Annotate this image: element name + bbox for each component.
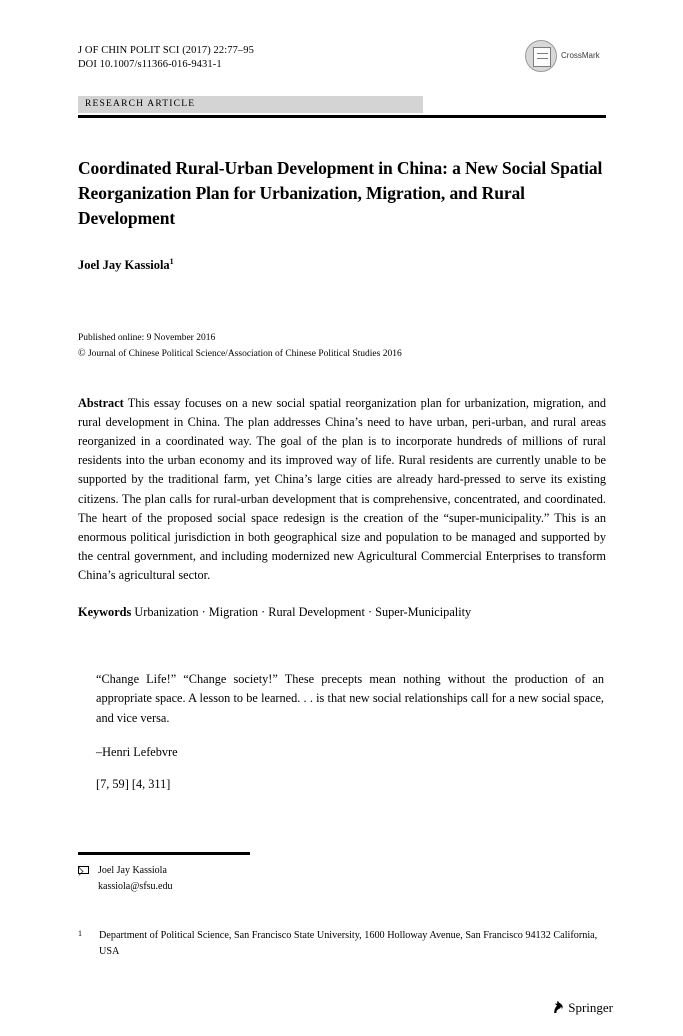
author-affiliation-marker: 1 [169,256,174,266]
abstract-section [78,394,606,586]
keywords-text: Urbanization · Migration · Rural Development · Super-Municipality [134,604,472,619]
author-list [78,257,606,273]
page-title: Coordinated Rural-Urban Development in China: a New Social Spatial Reorganization Plan for Urbanization, Migration, and Rural Development [78,157,603,228]
copyright-text: Journal of Chinese Political Science/Association of Chinese Political Studies 2016 [87,348,402,359]
header-divider [78,115,606,118]
publication-info [78,331,606,362]
author-name: Joel Jay Kassiola [78,257,170,272]
footnote-divider [78,852,250,855]
copyright-line [78,346,606,362]
abstract-text: This essay focuses on a new social spatial reorganization plan for urbanization, migration, and rural development in China. The plan addresses China’s need to have urban, peri-urban, and rural areas reorganized in a coordinated way. The goal of the plan is to incorporate hundreds of millions of rural residents into the urban economy and its improved way of life. Rural residents are currently unable to be supported by the traditional farm, yet China’s large cities are already hard-pressed to serve its existing citizens. The plan calls for rural-urban development that is comprehensive, concentrated, and coordinated. The heart of the proposed social space redesign is the creation of the “super-municipality.” This is an enormous political jurisdiction in both geographical size and population to be managed and supported by the central government, and including modernized new Agricultural Commercial Enterprises to transform China’s agricultural sector. [78,395,606,583]
journal-header [78,44,606,86]
springer-wordmark: Springer [568,1000,613,1015]
page-content [78,44,606,792]
abstract-label: Abstract [78,395,124,410]
corresponding-author-name: Joel Jay Kassiola [98,865,167,876]
article-type-banner [78,96,423,113]
affiliation-marker: 1 [78,929,82,938]
crossmark-icon [525,40,557,72]
epigraph-quote: “Change Life!” “Change society!” These precepts mean nothing without the production of an appropriate space. A lesson to be learned. . . is that new social relationships call for a new social space, and vice versa. [96,671,604,725]
corresponding-author-block [78,864,606,894]
crossmark-badge[interactable] [525,40,607,74]
journal-reference: J OF CHIN POLIT SCI (2017) 22:77–95 [78,45,254,56]
corresponding-author-email[interactable]: kassiola@sfsu.edu [98,880,173,892]
springer-horse-icon [552,1000,565,1014]
crossmark-icon-inner [533,47,551,67]
copyright-symbol: © [78,347,86,359]
published-online-date: Published online: 9 November 2016 [78,332,216,343]
keywords-label: Keywords [78,604,132,619]
affiliation-text: Department of Political Science, San Francisco State University, 1600 Holloway Avenue, San Francisco 94132 California, USA [99,930,598,957]
affiliation-block [78,928,606,959]
article-type-label: RESEARCH ARTICLE [85,99,196,109]
epigraph-references: [7, 59] [4, 311] [96,777,171,792]
springer-logo [552,1000,613,1016]
crossmark-label: CrossMark [561,51,600,60]
keywords-section [78,603,606,622]
epigraph-attribution: –Henri Lefebvre [96,745,178,760]
doi-text: DOI 10.1007/s11366-016-9431-1 [78,59,222,70]
envelope-icon [78,866,89,874]
